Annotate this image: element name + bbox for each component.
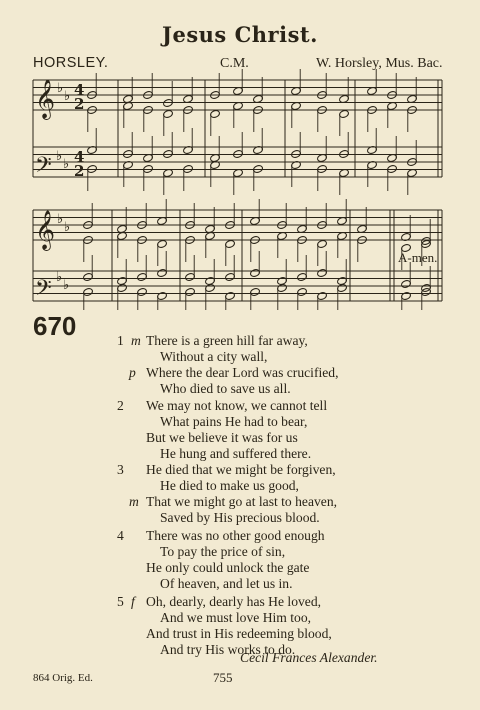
treble-clef-icon: 𝄞: [35, 210, 56, 250]
verse-line: He died that we might be forgiven,: [146, 462, 336, 477]
verse-line: He only could unlock the gate: [146, 560, 310, 575]
verse-line: He died to make us good,: [160, 478, 299, 493]
bar-lines: [33, 80, 442, 301]
verse-number: 2: [117, 398, 124, 413]
tune-name: HORSLEY.: [33, 55, 109, 71]
dynamic-marking: m: [129, 494, 139, 509]
time-signature-bottom: 2: [74, 162, 85, 180]
verse-line: Saved by His precious blood.: [160, 510, 320, 525]
verse-line: And try His works to do.: [160, 642, 296, 657]
verse-line: We may not know, we cannot tell: [146, 398, 328, 413]
verse-line: There was no other good enough: [146, 528, 325, 543]
verse-line: There is a green hill far away,: [146, 333, 308, 348]
verse-line: Without a city wall,: [160, 349, 268, 364]
dynamic-marking: f: [131, 594, 135, 609]
flat-icon: ♭: [63, 157, 70, 172]
amen-label: A-men.: [398, 250, 438, 265]
flat-icon: ♭: [56, 270, 63, 285]
verse-number: 1: [117, 333, 124, 348]
flat-icon: ♭: [64, 89, 71, 104]
flat-icon: ♭: [57, 212, 64, 227]
verse-line: And trust in His redeeming blood,: [146, 626, 332, 641]
verse-line: What pains He had to bear,: [160, 414, 308, 429]
flat-icon: ♭: [57, 81, 64, 96]
verse-line: Oh, dearly, dearly has He loved,: [146, 594, 322, 609]
flat-icon: ♭: [64, 220, 71, 235]
time-signature-bottom: 2: [74, 95, 85, 113]
hymn-number: 670: [33, 311, 77, 341]
verse-line: That we might go at last to heaven,: [146, 494, 338, 509]
time-signature-top: 4: [74, 81, 85, 99]
page-number: 755: [213, 670, 233, 685]
verse-number: 5: [117, 594, 124, 609]
verse-line: But we believe it was for us: [146, 430, 298, 445]
flat-icon: ♭: [56, 149, 63, 164]
treble-clef-icon: 𝄞: [35, 79, 56, 119]
note-stems: [84, 69, 430, 310]
meter: C.M.: [220, 56, 249, 71]
section-title: Jesus Christ.: [162, 22, 318, 47]
original-edition-number: 864 Orig. Ed.: [33, 672, 93, 684]
key-and-time-signatures: [56, 81, 84, 293]
verse-line: Of heaven, and let us in.: [160, 576, 293, 591]
verse-line: And we must love Him too,: [160, 610, 312, 625]
verse-line: Who died to save us all.: [160, 381, 291, 396]
author: Cecil Frances Alexander.: [240, 650, 378, 665]
dynamic-marking: m: [131, 333, 141, 348]
verse-number: 4: [117, 528, 124, 543]
verse-line: He hung and suffered there.: [160, 446, 312, 461]
time-signature-top: 4: [74, 148, 85, 166]
verse-line: Where the dear Lord was crucified,: [146, 365, 339, 380]
verse-line: To pay the price of sin,: [160, 544, 286, 559]
bass-clef-icon: 𝄢: [35, 153, 52, 183]
note-heads: [83, 86, 432, 300]
flat-icon: ♭: [63, 278, 70, 293]
dynamic-marking: p: [129, 365, 136, 380]
verse-number: 3: [117, 462, 124, 477]
composer: W. Horsley, Mus. Bac.: [316, 56, 443, 71]
staff-lines: [33, 80, 442, 301]
clefs: [35, 79, 55, 306]
bass-clef-icon: 𝄢: [35, 276, 52, 306]
